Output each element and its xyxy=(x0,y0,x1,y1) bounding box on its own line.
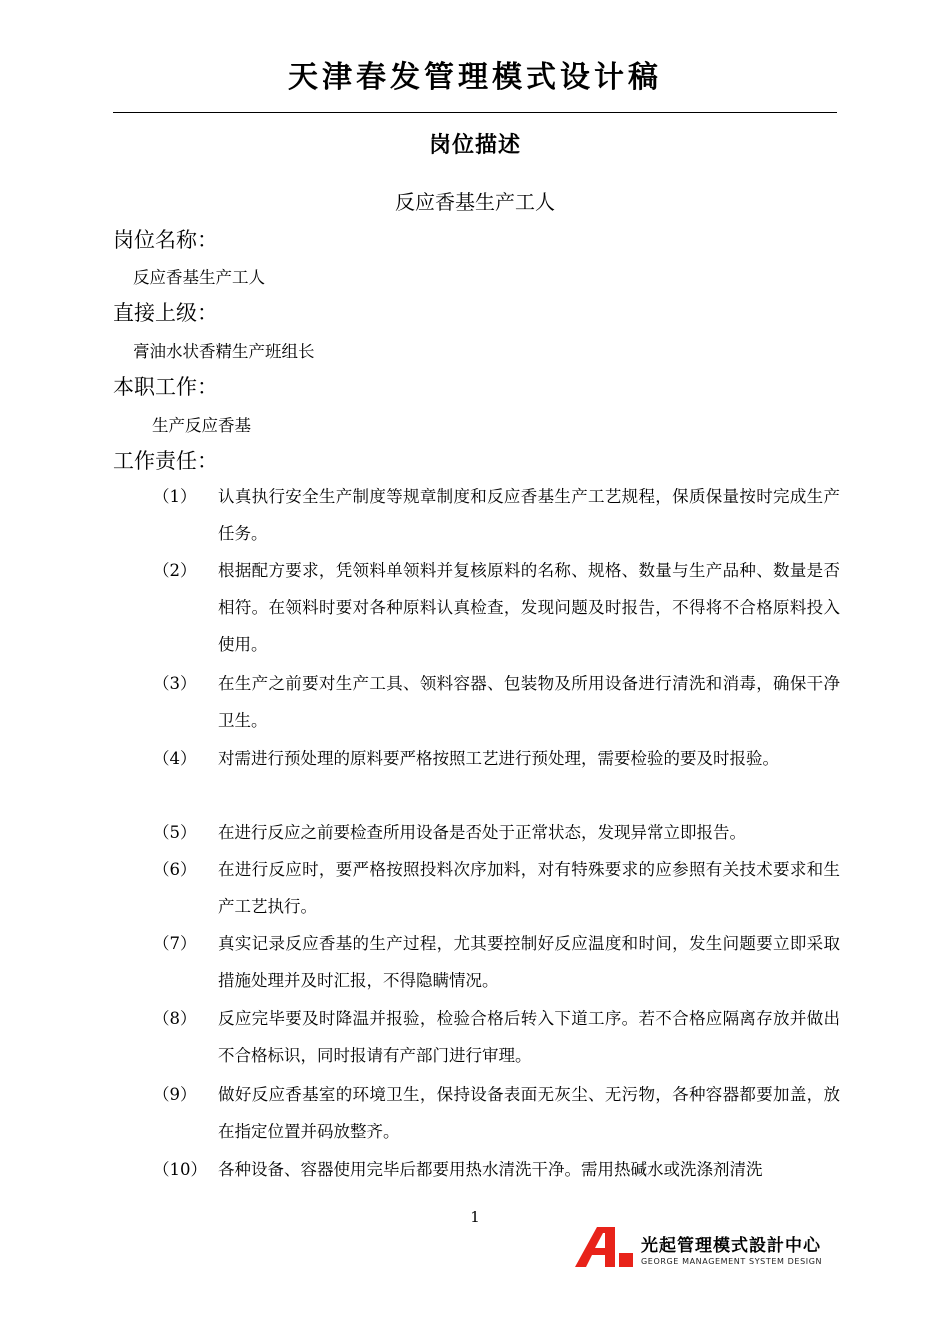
page-number: 1 xyxy=(470,1208,480,1226)
item-text: 对需进行预处理的原料要严格按照工艺进行预处理，需要检验的要及时报验。 xyxy=(218,749,779,768)
item-number: （3） xyxy=(153,674,197,693)
job-title: 反应香基生产工人 xyxy=(395,190,555,214)
item-text: 在进行反应时，要严格按照投料次序加料，对有特殊要求的应参照有关技术要求和生产工艺执行。 xyxy=(218,860,840,916)
document-title: 天津春发管理模式设计稿 xyxy=(288,60,662,95)
responsibility-item xyxy=(0,478,950,558)
responsibility-item xyxy=(0,1076,950,1156)
item-text: 认真执行安全生产制度等规章制度和反应香基生产工艺规程，保质保量按时完成生产任务。 xyxy=(218,487,840,543)
duty-value: 生产反应香基 xyxy=(152,416,251,435)
item-number: （1） xyxy=(153,487,197,506)
title-divider xyxy=(113,112,837,113)
item-number: （7） xyxy=(153,934,197,953)
responsibility-item xyxy=(0,665,950,745)
duty-label: 本职工作： xyxy=(113,375,218,399)
item-number: （6） xyxy=(153,860,197,879)
item-text: 反应完毕要及时降温并报验，检验合格后转入下道工序。若不合格应隔离存放并做出不合格标识，同时报请有产部门进行审理。 xyxy=(218,1009,840,1065)
item-number: （4） xyxy=(153,749,197,768)
item-text: 在进行反应之前要检查所用设备是否处于正常状态，发现异常立即报告。 xyxy=(218,823,746,842)
logo-english-name: GEORGE MANAGEMENT SYSTEM DESIGN xyxy=(641,1257,823,1266)
item-number: （9） xyxy=(153,1085,197,1104)
position-name-value: 反应香基生产工人 xyxy=(133,268,265,287)
position-name-label: 岗位名称： xyxy=(113,228,218,252)
section-title: 岗位描述 xyxy=(428,133,521,158)
supervisor-value: 膏油水状香精生产班组长 xyxy=(133,342,315,361)
item-text: 做好反应香基室的环境卫生，保持设备表面无灰尘、无污物，各种容器都要加盖，放在指定位置并码放整齐。 xyxy=(218,1085,840,1141)
item-text: 各种设备、容器使用完毕后都要用热水清洗干净。需用热碱水或洗涤剂清洗 xyxy=(218,1160,763,1179)
item-number: （2） xyxy=(153,561,197,580)
supervisor-label: 直接上级： xyxy=(113,301,218,325)
item-number: （10） xyxy=(153,1160,207,1179)
item-number: （8） xyxy=(153,1009,197,1028)
responsibility-item xyxy=(0,740,950,820)
responsibilities-label: 工作责任： xyxy=(113,449,218,473)
logo-a-mark-icon xyxy=(575,1227,635,1267)
company-logo xyxy=(575,1227,840,1271)
responsibility-item xyxy=(0,925,950,1005)
item-text: 真实记录反应香基的生产过程，尤其要控制好反应温度和时间，发生问题要立即采取措施处理并及时汇报，不得隐瞒情况。 xyxy=(218,934,840,990)
responsibility-item xyxy=(0,851,950,931)
item-text: 根据配方要求，凭领料单领料并复核原料的名称、规格、数量与生产品种、数量是否相符。在领料时要对各种原料认真检查，发现问题及时报告，不得将不合格原料投入使用。 xyxy=(218,561,840,654)
responsibility-item xyxy=(0,552,950,654)
logo-chinese-name: 光起管理模式設計中心 xyxy=(641,1236,821,1256)
responsibility-item xyxy=(0,1151,950,1188)
item-text: 在生产之前要对生产工具、领料容器、包装物及所用设备进行清洗和消毒，确保干净卫生。 xyxy=(218,674,840,730)
responsibility-item xyxy=(0,1000,950,1080)
item-number: （5） xyxy=(153,823,197,842)
